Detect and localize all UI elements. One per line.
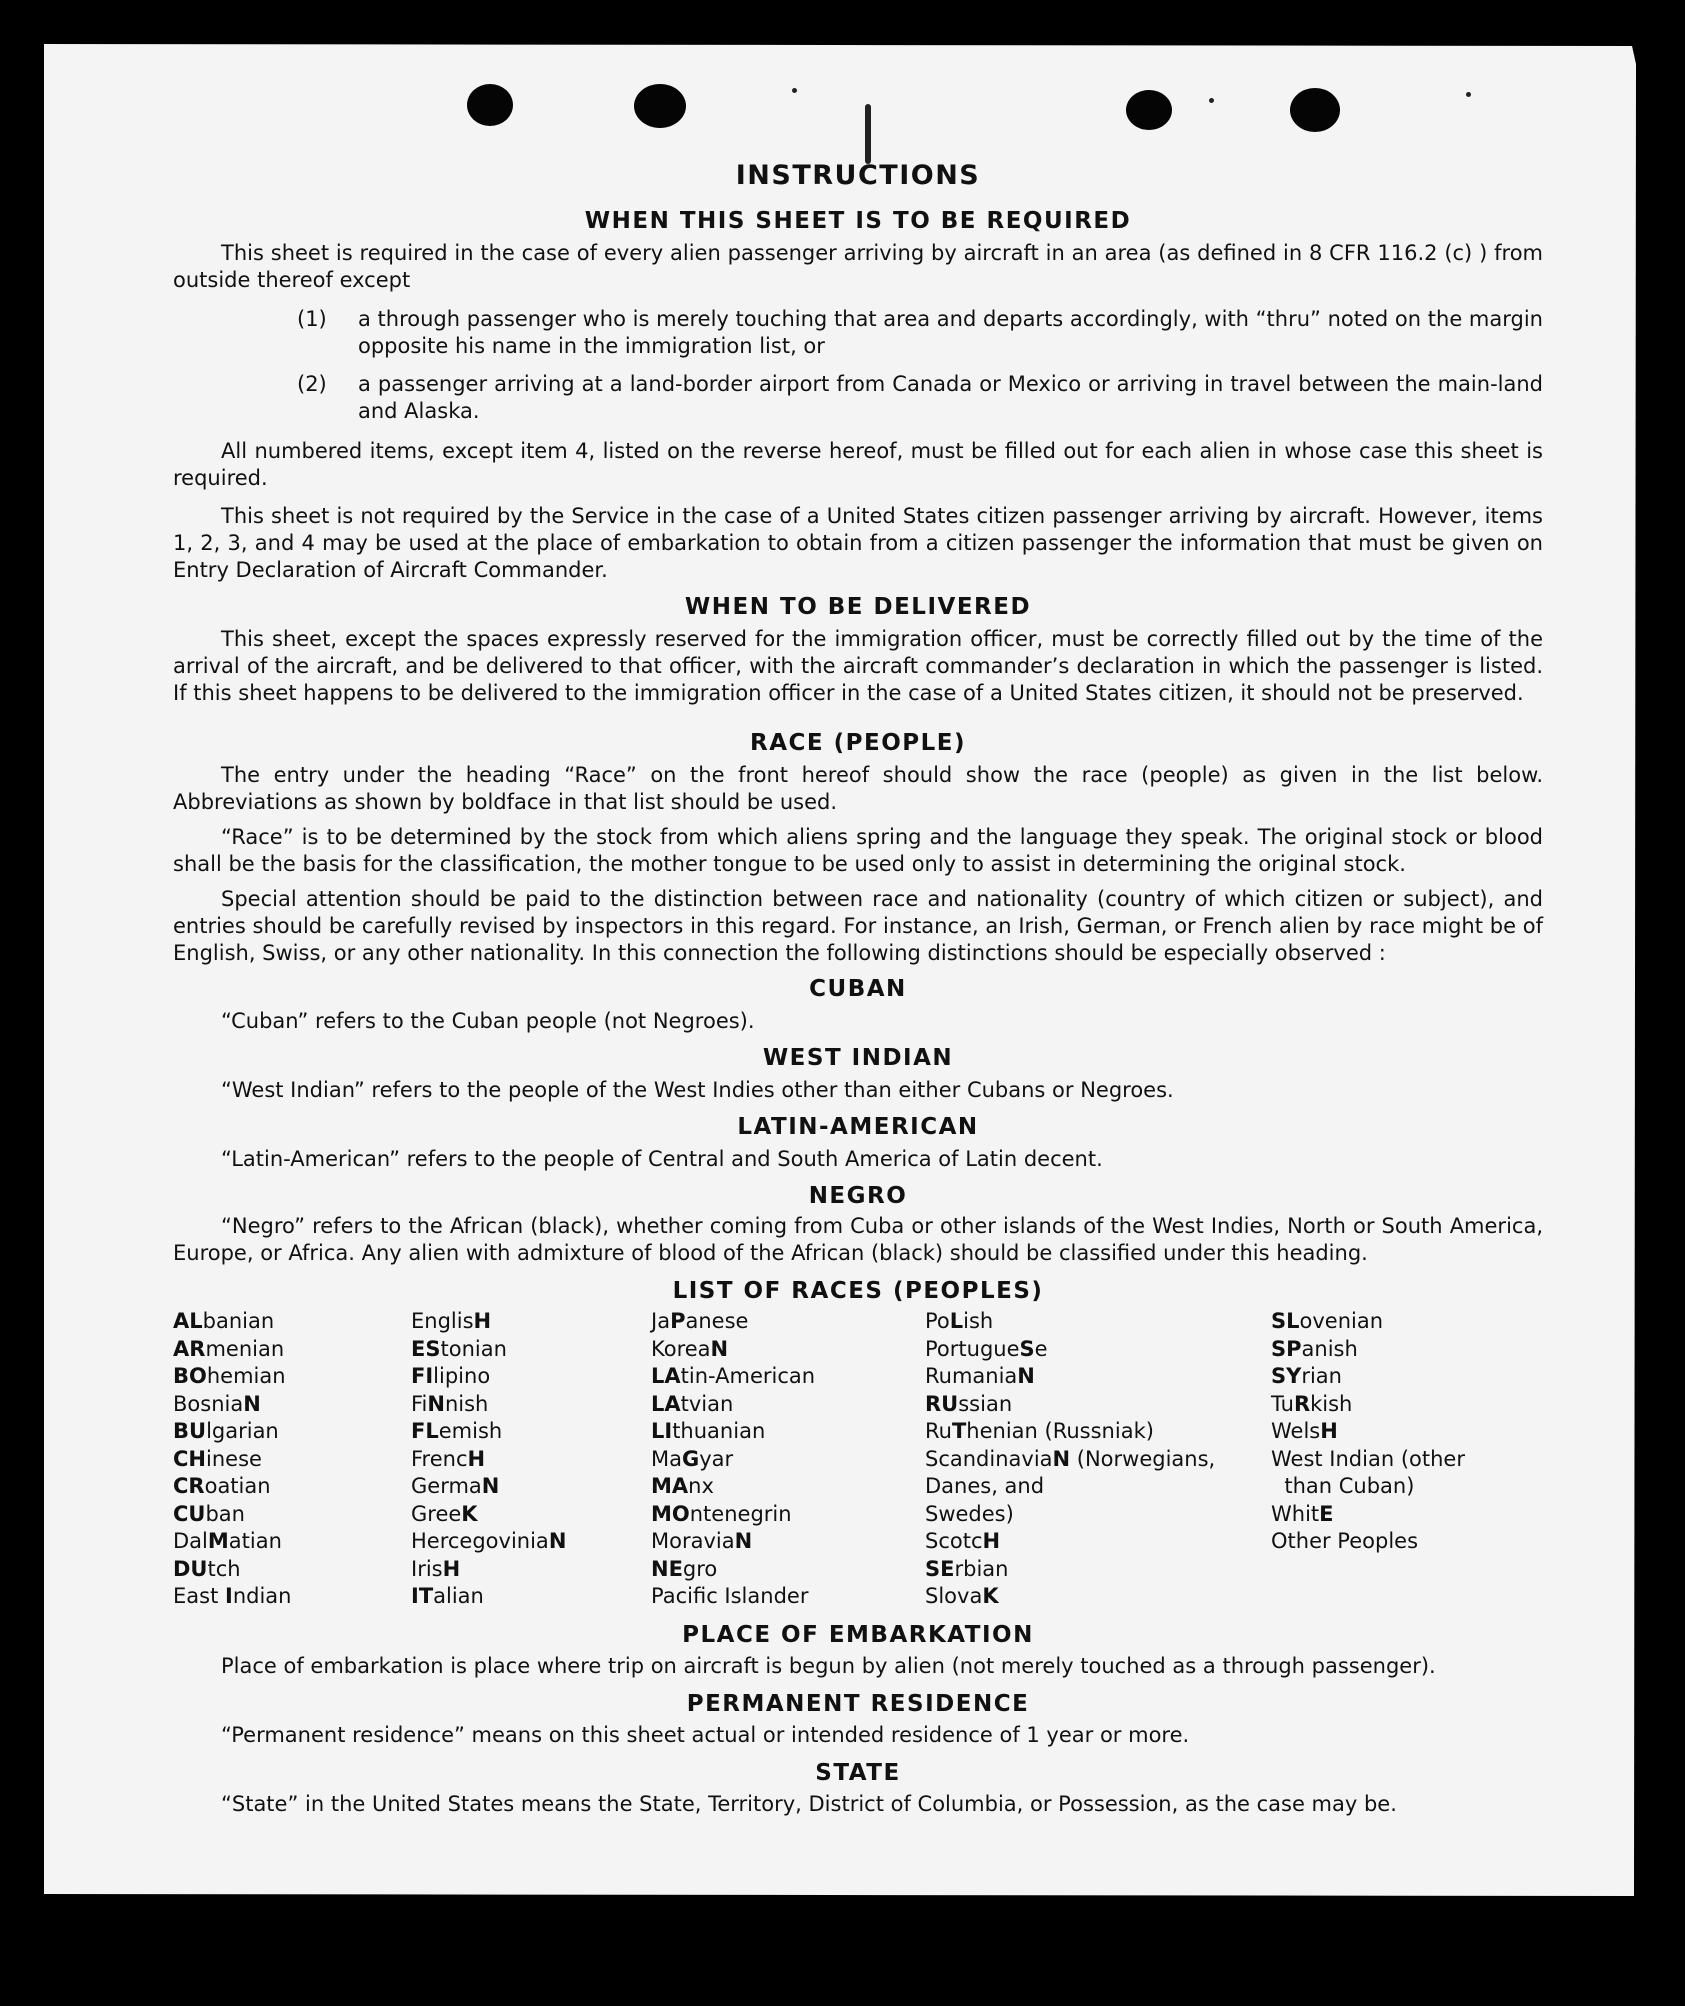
- heading-latin-american: LATIN-AMERICAN: [737, 1114, 979, 1140]
- heading-place-of-embarkation: PLACE OF EMBARKATION: [682, 1622, 1034, 1648]
- race-column: [411, 1308, 566, 1611]
- race-entry: HercegoviniaN: [411, 1529, 567, 1553]
- heading-when-required: WHEN THIS SHEET IS TO BE REQUIRED: [584, 208, 1132, 234]
- cuban-text: “Cuban” refers to the Cuban people (not Negroes).: [221, 1009, 755, 1033]
- when-required-paragraph: All numbered items, except item 4, listed on the reverse hereof, must be filled out for each alien in whose case this sheet is required.: [173, 439, 1543, 490]
- race-entry: GreeK: [411, 1501, 478, 1526]
- heading-list-of-races: LIST OF RACES (PEOPLES): [672, 1278, 1044, 1304]
- race-entry: PortugueSe: [925, 1336, 1048, 1361]
- race-entry: West Indian (other: [1271, 1446, 1465, 1471]
- race-entry: ITalian: [411, 1584, 484, 1608]
- race-entry: Danes, and: [925, 1474, 1045, 1498]
- race-entry: NEgro: [651, 1556, 718, 1581]
- race-entry: LAtvian: [651, 1391, 734, 1416]
- race-entry: GermaN: [411, 1474, 500, 1498]
- west-indian-text: “West Indian” refers to the people of the West Indies other than either Cubans or Negroes.: [221, 1078, 1174, 1102]
- race-entry: SLovenian: [1271, 1309, 1384, 1333]
- race-entry: LIthuanian: [651, 1419, 766, 1443]
- race-entry: Pacific Islander: [651, 1584, 809, 1608]
- race-entry: DalMatian: [173, 1529, 282, 1553]
- item-number: (2): [297, 372, 327, 396]
- heading-when-delivered: WHEN TO BE DELIVERED: [684, 594, 1032, 620]
- race-entry: RumaniaN: [925, 1364, 1035, 1388]
- race-entry: TuRkish: [1271, 1391, 1353, 1416]
- punch-hole: [1126, 90, 1172, 130]
- race-entry: MaGyar: [651, 1446, 734, 1471]
- race-entry: BOhemian: [173, 1364, 286, 1388]
- embarkation-text: Place of embarkation is place where trip on aircraft is begun by alien (not merely touched as a through passenger).: [221, 1654, 1436, 1678]
- race-paragraph: “Race” is to be determined by the stock from which aliens spring and the language they speak. The original stock or blood shall be the basis for the classification, the mother tongue to be used only to assist in determining the original stock.: [173, 825, 1543, 876]
- heading-cuban: CUBAN: [809, 976, 907, 1002]
- residence-text: “Permanent residence” means on this sheet actual or intended residence of 1 year or more.: [221, 1723, 1190, 1747]
- race-entry: MAnx: [651, 1474, 714, 1498]
- race-entry: IrisH: [411, 1556, 461, 1581]
- negro-text: “Negro” refers to the African (black), whether coming from Cuba or other islands of the West Indies, North or South America, Europe, or Africa. Any alien with admixture of blood of the African (black) should be classified under this heading.: [173, 1214, 1543, 1265]
- speck: [1209, 98, 1214, 103]
- race-entry: RUssian: [925, 1391, 1013, 1416]
- race-entry: RuThenian (Russniak): [925, 1419, 1154, 1443]
- heading-west-indian: WEST INDIAN: [762, 1045, 954, 1071]
- punch-hole: [467, 84, 513, 126]
- race-entry: than Cuban): [1271, 1474, 1415, 1498]
- race-entry: ScotcH: [925, 1529, 1001, 1553]
- item-text: a passenger arriving at a land-border airport from Canada or Mexico or arriving in travel between the main-land and Alaska.: [358, 372, 1543, 423]
- race-entry: FrencH: [411, 1446, 486, 1471]
- race-entry: EnglisH: [411, 1309, 492, 1333]
- page-title: INSTRUCTIONS: [735, 160, 981, 191]
- race-entry: SYrian: [1271, 1364, 1342, 1388]
- race-column: [173, 1308, 291, 1611]
- speck: [865, 104, 871, 164]
- race-entry: ARmenian: [173, 1336, 285, 1361]
- race-column: [651, 1308, 815, 1611]
- race-entry: SlovaK: [925, 1584, 999, 1608]
- race-column: [925, 1308, 1215, 1611]
- race-entry: EStonian: [411, 1336, 507, 1361]
- race-entry: CUban: [173, 1501, 245, 1526]
- race-entry: SErbian: [925, 1556, 1009, 1581]
- race-entry: Swedes): [925, 1501, 1014, 1526]
- punch-hole: [1290, 88, 1340, 132]
- race-entry: East Indian: [173, 1584, 292, 1608]
- latin-american-text: “Latin-American” refers to the people of Central and South America of Latin decent.: [221, 1147, 1103, 1171]
- race-entry: SPanish: [1271, 1336, 1358, 1361]
- heading-negro: NEGRO: [808, 1183, 908, 1209]
- race-entry: WelsH: [1271, 1419, 1338, 1443]
- race-paragraph: Special attention should be paid to the distinction between race and nationality (country of which citizen or subject), and entries should be carefully revised by inspectors in this regard. For instance, an Irish, German, or French alien by race might be of English, Swiss, or any other nationality. In this connection the following distinctions should be especially observed :: [173, 887, 1543, 965]
- when-required-intro: This sheet is required in the case of every alien passenger arriving by aircraft in an area (as defined in 8 CFR 116.2 (c) ) from outside thereof except: [173, 241, 1543, 292]
- speck: [792, 88, 797, 93]
- race-entry: PoLish: [925, 1309, 994, 1333]
- race-entry: WhitE: [1271, 1501, 1334, 1526]
- item-text: a through passenger who is merely touching that area and departs accordingly, with “thru” noted on the margin opposite his name in the immigration list, or: [358, 307, 1543, 358]
- race-entry: MOntenegrin: [651, 1501, 792, 1526]
- race-paragraph: The entry under the heading “Race” on the front hereof should show the race (people) as given in the list below. Abbreviations as shown by boldface in that list should be used.: [173, 763, 1543, 814]
- race-entry: DUtch: [173, 1556, 241, 1581]
- race-entry: ScandinaviaN (Norwegians,: [925, 1446, 1216, 1471]
- race-entry: JaPanese: [651, 1309, 749, 1333]
- race-entry: Other Peoples: [1271, 1529, 1419, 1553]
- speck: [1466, 92, 1471, 97]
- race-entry: FiNnish: [411, 1391, 489, 1416]
- when-required-paragraph: This sheet is not required by the Service in the case of a United States citizen passenger arriving by aircraft. However, items 1, 2, 3, and 4 may be used at the place of embarkation to obtain from a citizen passenger the information that must be given on Entry Declaration of Aircraft Commander.: [173, 504, 1543, 582]
- heading-permanent-residence: PERMANENT RESIDENCE: [686, 1691, 1030, 1717]
- race-entry: LAtin-American: [651, 1364, 816, 1388]
- heading-state: STATE: [815, 1760, 901, 1786]
- race-entry: CHinese: [173, 1446, 262, 1471]
- race-entry: BUlgarian: [173, 1419, 279, 1443]
- heading-race: RACE (PEOPLE): [750, 730, 966, 756]
- state-text: “State” in the United States means the State, Territory, District of Columbia, or Possession, as the case may be.: [221, 1792, 1397, 1816]
- race-column: [1271, 1308, 1465, 1556]
- race-entry: KoreaN: [651, 1336, 729, 1361]
- race-entry: BosniaN: [173, 1391, 261, 1416]
- when-delivered-text: This sheet, except the spaces expressly reserved for the immigration officer, must be correctly filled out by the time of the arrival of the aircraft, and be delivered to that officer, with the aircraft commander’s declaration in which the passenger is listed. If this sheet happens to be delivered to the immigration officer in the case of a United States citizen, it should not be preserved.: [173, 627, 1543, 705]
- race-entry: FLemish: [411, 1419, 503, 1443]
- race-entry: FIlipino: [411, 1364, 491, 1388]
- item-number: (1): [297, 307, 327, 331]
- race-entry: MoraviaN: [651, 1529, 753, 1553]
- punch-hole: [634, 84, 686, 128]
- race-entry: ALbanian: [173, 1309, 275, 1333]
- race-entry: CRoatian: [173, 1474, 271, 1498]
